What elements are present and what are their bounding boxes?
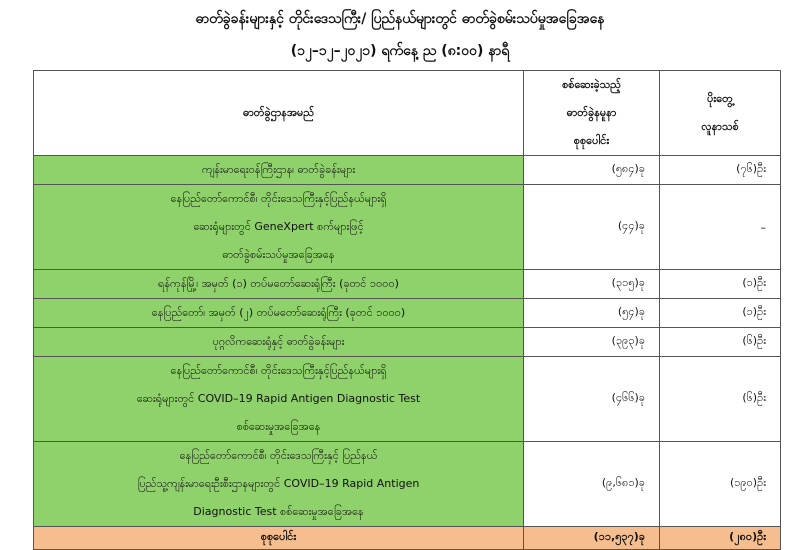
lab-name-cell [34,270,524,299]
tested-count: (၉,၆၈၁)ခု [524,442,660,527]
lab-name-cell [34,299,524,328]
positive-count: – [660,185,781,270]
header-positive-line: ပိုးတွေ့ [707,92,733,105]
lab-name-line: နေပြည်တော်ကောင်စီ၊ တိုင်းဒေသကြီးနှင့် ပြည်နယ် [179,449,378,462]
lab-name-cell [34,328,524,357]
lab-name-line: Diagnostic Test စစ်ဆေးမှုအခြေအနေ [193,505,364,518]
lab-name-line: ဆေးရုံများတွင် GeneXpert စက်များဖြင့် [193,220,364,233]
lab-name-cell [34,442,524,527]
header-tested-line: စစ်ဆေးခဲ့သည့် [562,78,621,91]
lab-name-line: ဆေးရုံများတွင် COVID–19 Rapid Antigen Diagnostic Test [136,392,421,405]
tested-count: (၃၁၅)ခု [524,270,660,299]
positive-count: (၇၆)ဦး [660,156,781,185]
header-tested [524,71,660,156]
table-row [34,270,781,299]
header-positive [660,71,781,156]
lab-name-line: နေပြည်တော်ကောင်စီ၊ တိုင်းဒေသကြီးနှင့်ပြည်နယ်များရှိ [170,192,387,205]
positive-count: (၁၉၀)ဦး [660,442,781,527]
lab-name-line: နေပြည်တော်၊ အမှတ် (၂) တပ်မတော်ဆေးရုံကြီး (ခုတင် ၁၀၀၀) [151,306,406,319]
testing-table [33,70,781,550]
positive-count: (၁)ဦး [660,270,781,299]
lab-name-line: ပုဂ္ဂလိကဆေးရုံနှင့် ဓာတ်ခွဲခန်းများ [212,335,345,348]
positive-count: (၆)ဦး [660,357,781,442]
tested-count: (၃၉၃)ခု [524,328,660,357]
tested-count: (၅၄)ခု [524,299,660,328]
lab-name-cell [34,185,524,270]
total-label: စုစုပေါင်း [34,527,524,550]
lab-name-line: စစ်ဆေးမှုအခြေအနေ [236,420,321,433]
header-row [34,71,781,156]
lab-name-cell [34,357,524,442]
report-date: (၁၂–၁၂–၂၀၂၁) ရက်နေ့ ည (၈:၀၀) နာရီ [290,43,510,59]
header-lab-name: ဓာတ်ခွဲဌာနအမည် [34,71,524,156]
header-tested-line: ဓာတ်ခွဲနမူနာ [566,106,617,119]
tested-count: (၄၄)ခု [524,185,660,270]
table-row [34,442,781,527]
table-row [34,328,781,357]
table-row [34,185,781,270]
lab-name-line: ကျန်းမာရေးဝန်ကြီးဌာန၊ ဓာတ်ခွဲခန်းများ [201,163,356,176]
table-row [34,357,781,442]
header-positive-line: လူနာသစ် [701,120,739,133]
tested-count: (၄၆၆)ခု [524,357,660,442]
positive-count: (၁)ဦး [660,299,781,328]
lab-name-line: ဓာတ်ခွဲစမ်းသပ်မှုအခြေအနေ [222,248,335,261]
total-tested: (၁၁,၅၃၇)ခု [524,527,660,550]
lab-name-line: ပြည်သူ့ကျန်းမာရေးဦးစီးဌာနများတွင် COVID–19 Rapid Antigen [137,477,420,490]
report-title: ဓာတ်ခွဲခန်းများနှင့် တိုင်းဒေသကြီး/ ပြည်နယ်များတွင် ဓာတ်ခွဲစမ်းသပ်မှုအခြေအနေ [195,11,605,27]
table-row [34,299,781,328]
positive-count: (၆)ဦး [660,328,781,357]
table-row [34,156,781,185]
total-row [34,527,781,550]
total-positive: (၂၈၀)ဦး [660,527,781,550]
lab-name-line: နေပြည်တော်ကောင်စီ၊ တိုင်းဒေသကြီးနှင့်ပြည်နယ်များရှိ [170,364,387,377]
lab-name-cell [34,156,524,185]
lab-name-line: ရန်ကုန်မြို့၊ အမှတ် (၁) တပ်မတော်ဆေးရုံကြီး (ခုတင် ၁၀၀၀) [158,277,399,290]
header-tested-line: စုစုပေါင်း [573,134,610,147]
tested-count: (၅၈၄)ခု [524,156,660,185]
